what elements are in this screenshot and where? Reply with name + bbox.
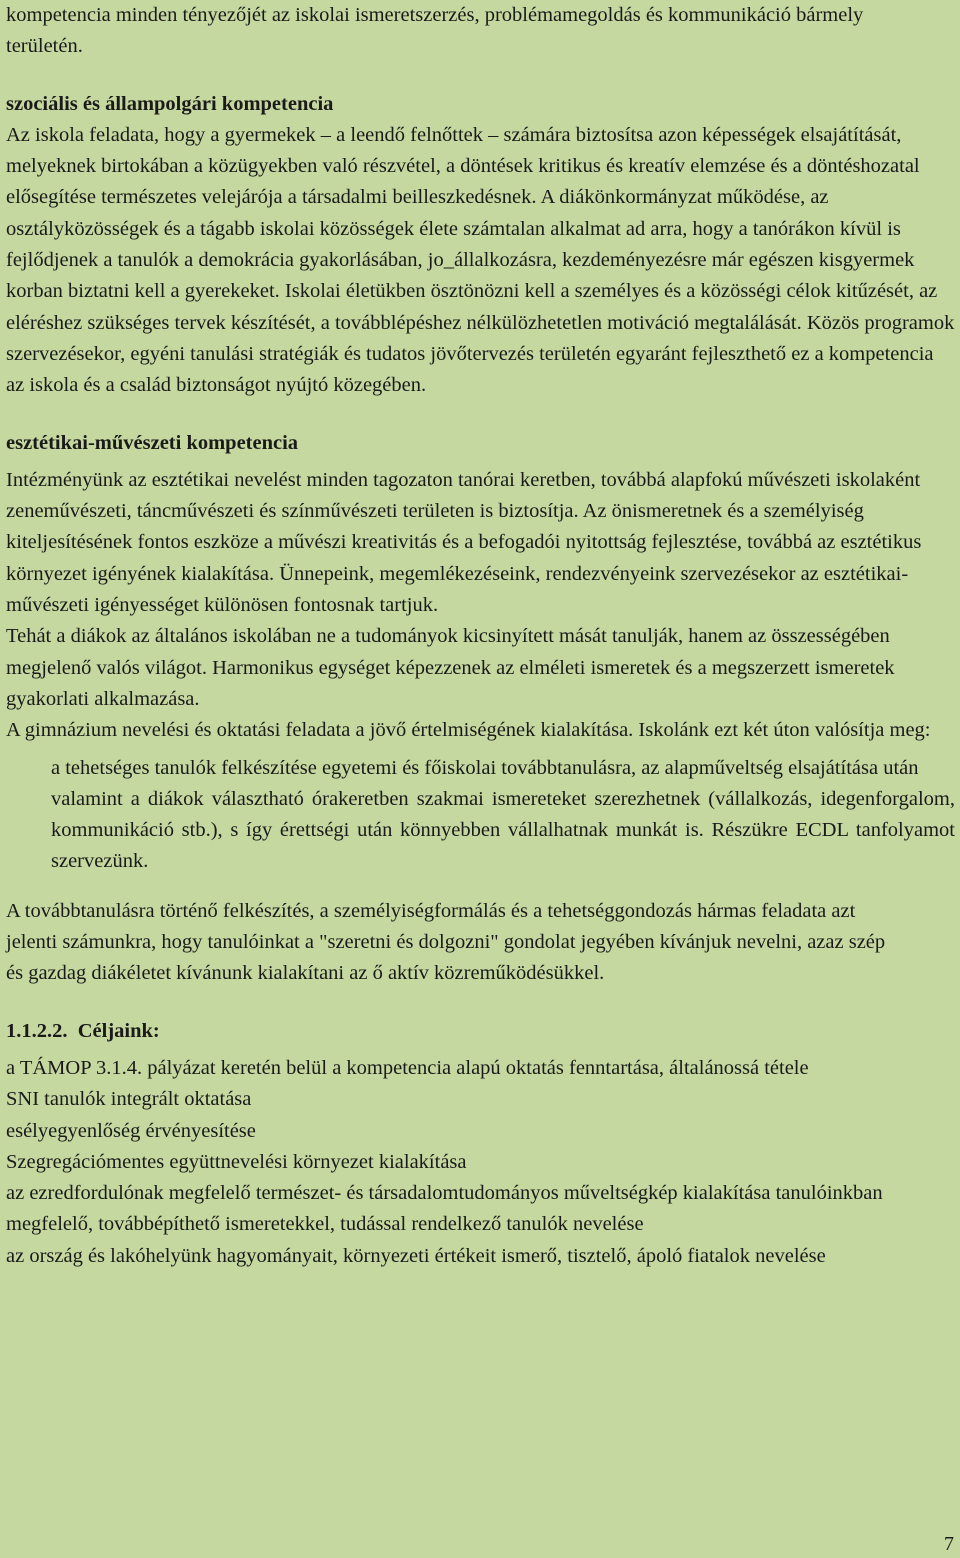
list-item: esélyegyenlőség érvényesítése (6, 1119, 256, 1142)
aesthetic-competence-heading: esztétikai-művészeti kompetencia (6, 431, 299, 454)
list-item: az ezredfordulónak megfelelő természet- és társadalomtudományos műveltségkép kialakítása tanulóinkban (6, 1182, 883, 1205)
list-item: a TÁMOP 3.1.4. pályázat keretén belül a kompetencia alapú oktatás fenntartása, általánossá tétele (6, 1056, 809, 1079)
ways-list (51, 753, 955, 878)
page-number: 7 (944, 1533, 954, 1555)
intro-paragraph: kompetencia minden tényezőjét az iskolai ismeretszerzés, problémamegoldás és kommunikáció bármely területén. (6, 4, 864, 58)
list-item: az ország és lakóhelyünk hagyományait, környezeti értékeit ismerő, tisztelő, ápoló fiatalok nevelése (6, 1244, 826, 1267)
list-item: valamint a diákok választható órakeretben szakmai ismereteket szerezhetnek (vállalkozás, idegenforgalom, kommunikáció stb.), s így érettségi után könnyebben vállalhatnak munkát is. Részükre ECDL tanfolyamot szervezünk. (51, 787, 955, 873)
aesthetic-paragraph-3: A gimnázium nevelési és oktatási feladata a jövő értelmiségének kialakítása. Iskolánk ezt két úton valósítja meg: (6, 719, 931, 742)
social-competence-heading: szociális és állampolgári kompetencia (6, 92, 334, 115)
aesthetic-paragraph-2: Tehát a diákok az általános iskolában ne a tudományok kicsinyített mását tanulják, hanem az összességében megjelenő valós világot. Harmonikus egységet képezzenek az elméleti ismeretek és a megszerzett ismeretek gyakorlati alkalmazása. (6, 625, 895, 710)
closing-paragraph: A továbbtanulásra történő felkészítés, a személyiségformálás és a tehetséggondozás hármas feladata azt jelenti számunkra, hogy tanulóinkat a "szeretni és dolgozni" gondolat jegyében kívánjuk nevelni, azaz szép és gazdag diákéletet kívánunk kialakítani az ő aktív közreműködésükkel. (6, 899, 886, 985)
list-item: megfelelő, továbbépíthető ismeretekkel, tudással rendelkező tanulók nevelése (6, 1213, 644, 1236)
list-item: SNI tanulók integrált oktatása (6, 1088, 252, 1111)
list-item: Szegregációmentes együttnevelési környezet kialakítása (6, 1150, 467, 1173)
list-item: a tehetséges tanulók felkészítése egyetemi és főiskolai továbbtanulásra, az alapműveltség elsajátítása után (51, 756, 919, 779)
aesthetic-competence-body: Intézményünk az esztétikai nevelést minden tagozaton tanórai keretben, továbbá alapfokú művészeti iskolaként zeneművészeti, táncművészeti és színművészeti területen is biztosítja. Az önismeretnek és a személyiség kiteljesítésének fontos eszköze a művészi kreativitás és a befogadói nyitottság fejlesztése, továbbá az esztétikus környezet igényének kialakítása. Ünnepeink, megemlékezéseink, rendezvényeink szervezésekor az esztétikai-művészeti igényességet különösen fontosnak tartjuk. (6, 468, 922, 617)
social-competence-body: Az iskola feladata, hogy a gyermekek – a leendő felnőttek – számára biztosítsa azon képességek elsajátítását, melyeknek birtokában a közügyekben való részvétel, a döntések kritikus és kreatív elemzése és a döntéshozatal elősegítése természetes velejárója a társadalmi beilleszkedésnek. A diákönkormányzat működése, az osztályközösségek és a tágabb iskolai közösségek élete számtalan alkalmat ad arra, hogy a tanórákon kívül is fejlődjenek a tanulók a demokrácia gyakorlásában, jo_állalkozásra, kezdeményezésre már egészen kisgyermek korban biztatni kell a gyerekeket. Iskolai életükben ösztönözni kell a személyes és a közösségi célok kitűzését, az eléréshez szükséges tervek készítését, a továbblépéshez nélkülözhetetlen motiváció megtalálását. Közös programok szervezésekor, egyéni tanulási stratégiák és tudatos jövőtervezés területén egyaránt fejleszthető ez a kompetencia az iskola és a család biztonságot nyújtó közegében. (6, 123, 955, 397)
goals-list (6, 1053, 956, 1272)
goals-heading: 1.1.2.2. Céljaink: (6, 1019, 160, 1042)
document-page (6, 0, 956, 1272)
